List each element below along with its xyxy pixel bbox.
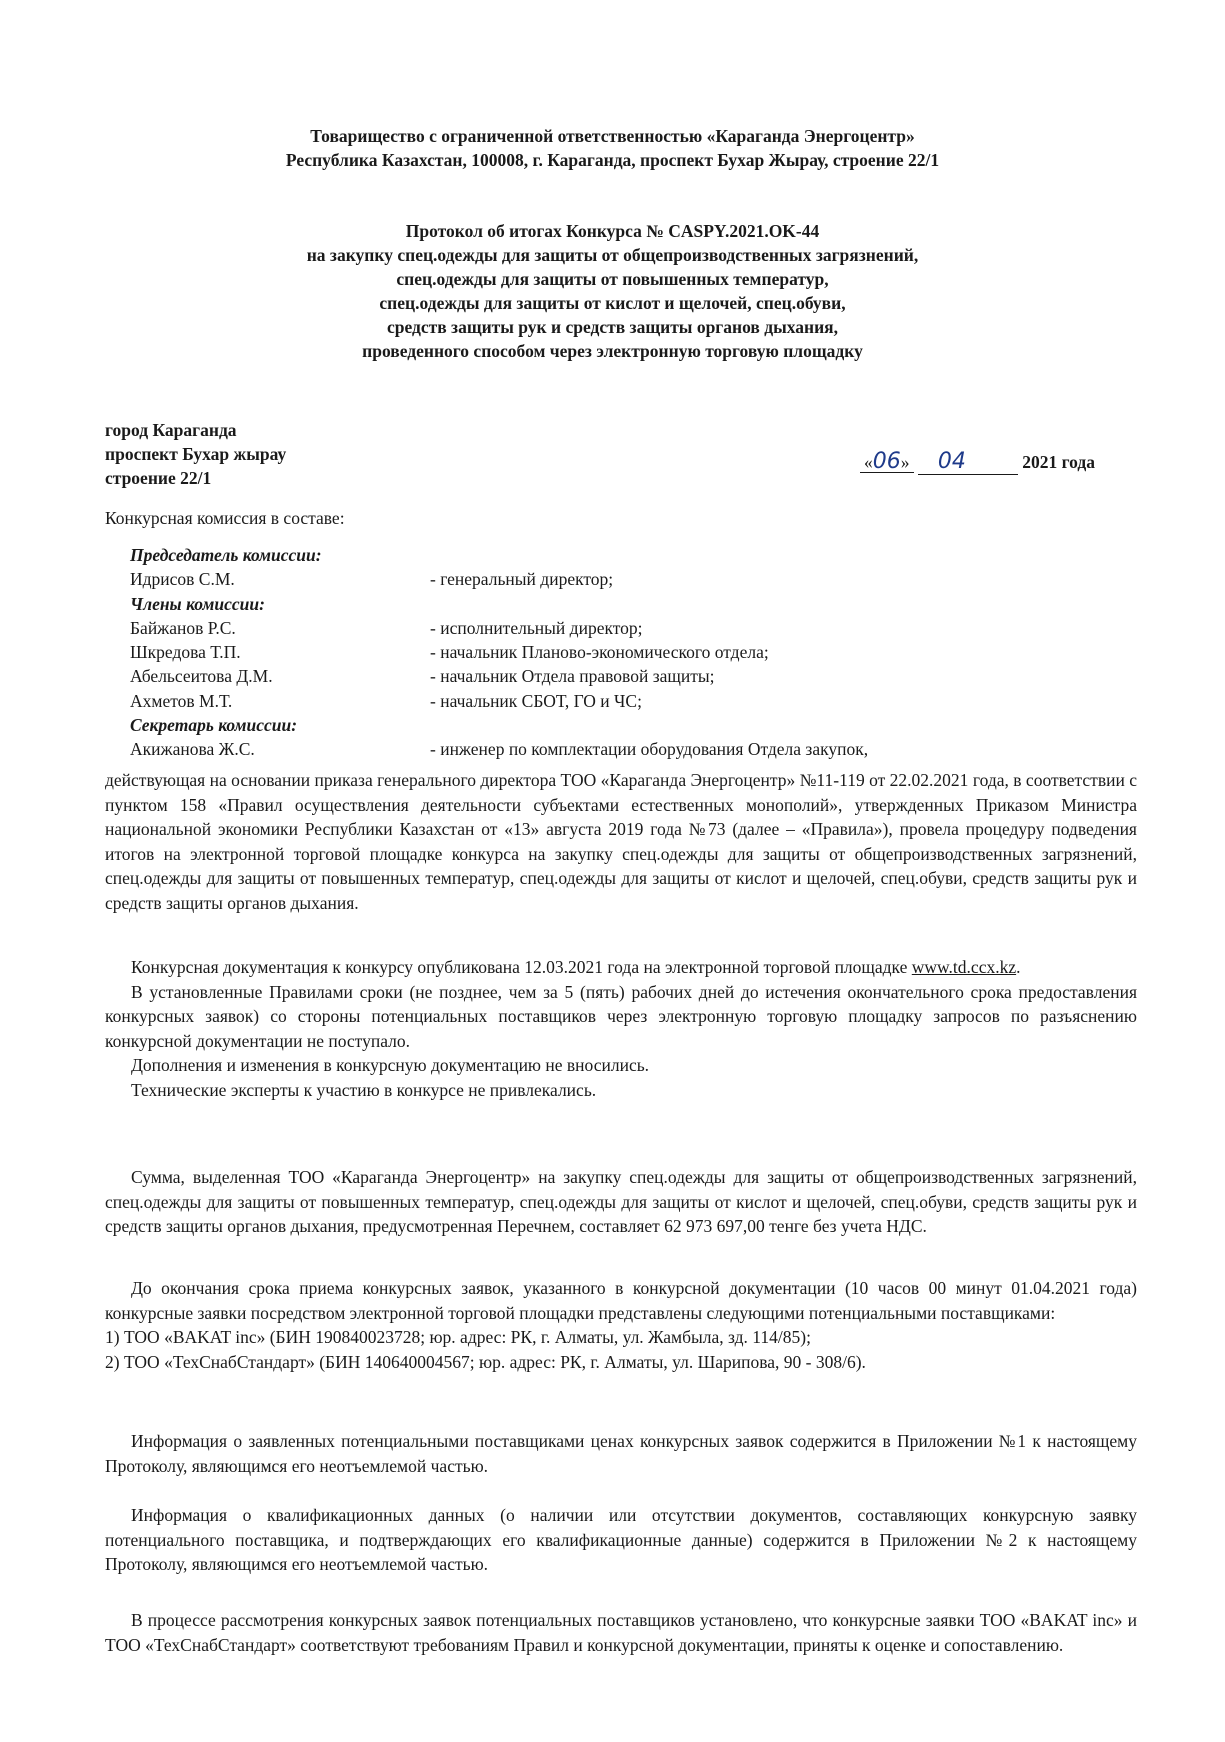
paragraph-amendments: Дополнения и изменения в конкурсную документацию не вносились. — [131, 1055, 650, 1076]
member-name: Акижанова Ж.С. — [130, 739, 255, 760]
supplier-item: 1) ТОО «BAKAT inc» (БИН 190840023728; юр. адрес: РК, г. Алматы, ул. Жамбыла, зд. 114/85); — [105, 1327, 811, 1348]
title-line: Протокол об итогах Конкурса № CASPY.2021.OK-44 — [405, 221, 820, 241]
organization-header — [0, 124, 1225, 172]
date-day-field — [860, 449, 914, 474]
site-link[interactable]: www.td.ccx.kz — [911, 957, 1017, 977]
member-name: Абельсеитова Д.М. — [130, 666, 273, 687]
paragraph-basis — [105, 768, 1137, 916]
paragraph-appendix-2 — [105, 1503, 1137, 1577]
member-name: Идрисов С.М. — [130, 569, 235, 590]
protocol-title — [0, 219, 1225, 363]
member-name: Байжанов Р.С. — [130, 617, 236, 638]
commission-member — [130, 616, 1130, 640]
member-name: Ахметов М.Т. — [130, 690, 233, 711]
member-position: - инженер по комплектации оборудования Отдела закупок, — [430, 739, 869, 760]
paragraph-evaluation — [105, 1608, 1137, 1657]
commission-member — [130, 689, 1130, 713]
paragraph-publication-block — [105, 955, 1137, 1103]
publication-end: . — [1016, 957, 1021, 977]
handwritten-month: 04 — [937, 449, 966, 474]
member-position: - исполнительный директор; — [430, 617, 643, 638]
location-street: проспект Бухар жырау — [105, 444, 287, 464]
paragraph-text: действующая на основании приказа генерального директора ТОО «Караганда Энергоцентр» №11-119 от 22.02.2021 года, в соответствии с пунктом 158 «Правил осуществления деятельности субъектами естественных монополий», утвержденных Приказом Министра национальной экономики Республики Казахстан от «13» августа 2019 года №73 (далее – «Правила»), провела процедуру подведения итогов на электронной торговой площадке конкурса на закупку спец.одежды для защиты от общепроизводственных загрязнений, спец.одежды для защиты от повышенных температур, спец.одежды для защиты от кислот и щелочей, спец.обуви, средств защиты рук и средств защиты органов дыхания. — [105, 770, 1137, 913]
member-position: - начальник Планово-экономического отдела; — [430, 642, 769, 663]
location-block — [105, 418, 286, 490]
title-line: спец.одежды для защиты от повышенных температур, — [396, 269, 829, 289]
paragraph-text: Информация о заявленных потенциальными поставщиками ценах конкурсных заявок содержится в Приложении №1 к настоящему Протоколу, являющимся его неотъемлемой частью. — [105, 1431, 1137, 1476]
org-name: Товарищество с ограниченной ответственностью «Караганда Энергоцентр» — [310, 126, 915, 146]
protocol-date — [860, 449, 1095, 475]
handwritten-day: 06 — [872, 449, 901, 474]
date-month-field — [918, 449, 1018, 475]
paragraph-text: Информация о квалификационных данных (о наличии или отсутствии документов, составляющих конкурсную заявку потенциального поставщика, и подтверждающих его квалификационные данные) содержится в Приложении №2 к настоящему Протоколу, являющимся его неотъемлемой частью. — [105, 1505, 1137, 1575]
title-line: на закупку спец.одежды для защиты от общепроизводственных загрязнений, — [306, 245, 919, 265]
commission-member — [130, 664, 1130, 688]
paragraph-clarification: В установленные Правилами сроки (не позднее, чем за 5 (пять) рабочих дней до истечения окончательного срока предоставления конкурсных заявок) со стороны потенциальных поставщиков через электронную торговую площадку запросов по разъяснению конкурсной документации не поступало. — [105, 981, 1137, 1051]
member-position: - начальник СБОТ, ГО и ЧС; — [430, 690, 642, 711]
quote-open: « — [864, 452, 873, 472]
commission-role-label: Секретарь комиссии: — [130, 715, 298, 736]
title-line: проведенного способом через электронную торговую площадку — [362, 341, 863, 361]
paragraph-publication — [105, 955, 1137, 980]
title-line: средств защиты рук и средств защиты органов дыхания, — [386, 317, 839, 337]
commission-role-label: Члены комиссии: — [130, 593, 265, 614]
paragraph-experts: Технические эксперты к участию в конкурсе не привлекались. — [131, 1079, 597, 1100]
paragraph-budget — [105, 1165, 1137, 1239]
paragraph-appendix-1 — [105, 1429, 1137, 1478]
publication-text: Конкурсная документация к конкурсу опубликована 12.03.2021 года на электронной торговой площадке — [131, 957, 912, 977]
member-position: - генеральный директор; — [430, 569, 614, 590]
commission-member — [130, 567, 1130, 591]
org-address: Республика Казахстан, 100008, г. Караганда, проспект Бухар Жырау, строение 22/1 — [285, 150, 940, 170]
date-year: 2021 года — [1022, 452, 1095, 472]
location-building: строение 22/1 — [105, 468, 212, 488]
supplier-item: 2) ТОО «ТехСнабСтандарт» (БИН 140640004567; юр. адрес: РК, г. Алматы, ул. Шарипова, 90 - 308/6). — [105, 1351, 866, 1372]
commission-member — [130, 640, 1130, 664]
commission-member — [130, 737, 1130, 761]
member-position: - начальник Отдела правовой защиты; — [430, 666, 715, 687]
location-city: город Караганда — [105, 420, 237, 440]
commission-list — [130, 543, 1130, 762]
paragraph-bidders — [105, 1276, 1137, 1374]
paragraph-text: В процессе рассмотрения конкурсных заявок потенциальных поставщиков установлено, что конкурсные заявки ТОО «BAKAT inc» и ТОО «ТехСнабСтандарт» соответствуют требованиям Правил и конкурсной документации, приняты к оценке и сопоставлению. — [105, 1610, 1137, 1655]
member-name: Шкредова Т.П. — [130, 642, 241, 663]
commission-role-label: Председатель комиссии: — [130, 545, 322, 565]
commission-intro: Конкурсная комиссия в составе: — [105, 508, 345, 528]
paragraph-text: Сумма, выделенная ТОО «Караганда Энергоцентр» на закупку спец.одежды для защиты от общепроизводственных загрязнений, спец.одежды для защиты от повышенных температур, спец.одежды для защиты от кислот и щелочей, спец.обуви, средств защиты рук и средств защиты органов дыхания, предусмотренная Перечнем, составляет 62 973 697,00 тенге без учета НДС. — [105, 1167, 1137, 1237]
paragraph-text: До окончания срока приема конкурсных заявок, указанного в конкурсной документации (10 часов 00 минут 01.04.2021 года) конкурсные заявки посредством электронной торговой площадки представлены следующими потенциальными поставщиками: — [105, 1278, 1137, 1323]
quote-close: » — [900, 452, 910, 472]
title-line: спец.одежды для защиты от кислот и щелочей, спец.обуви, — [379, 293, 846, 313]
